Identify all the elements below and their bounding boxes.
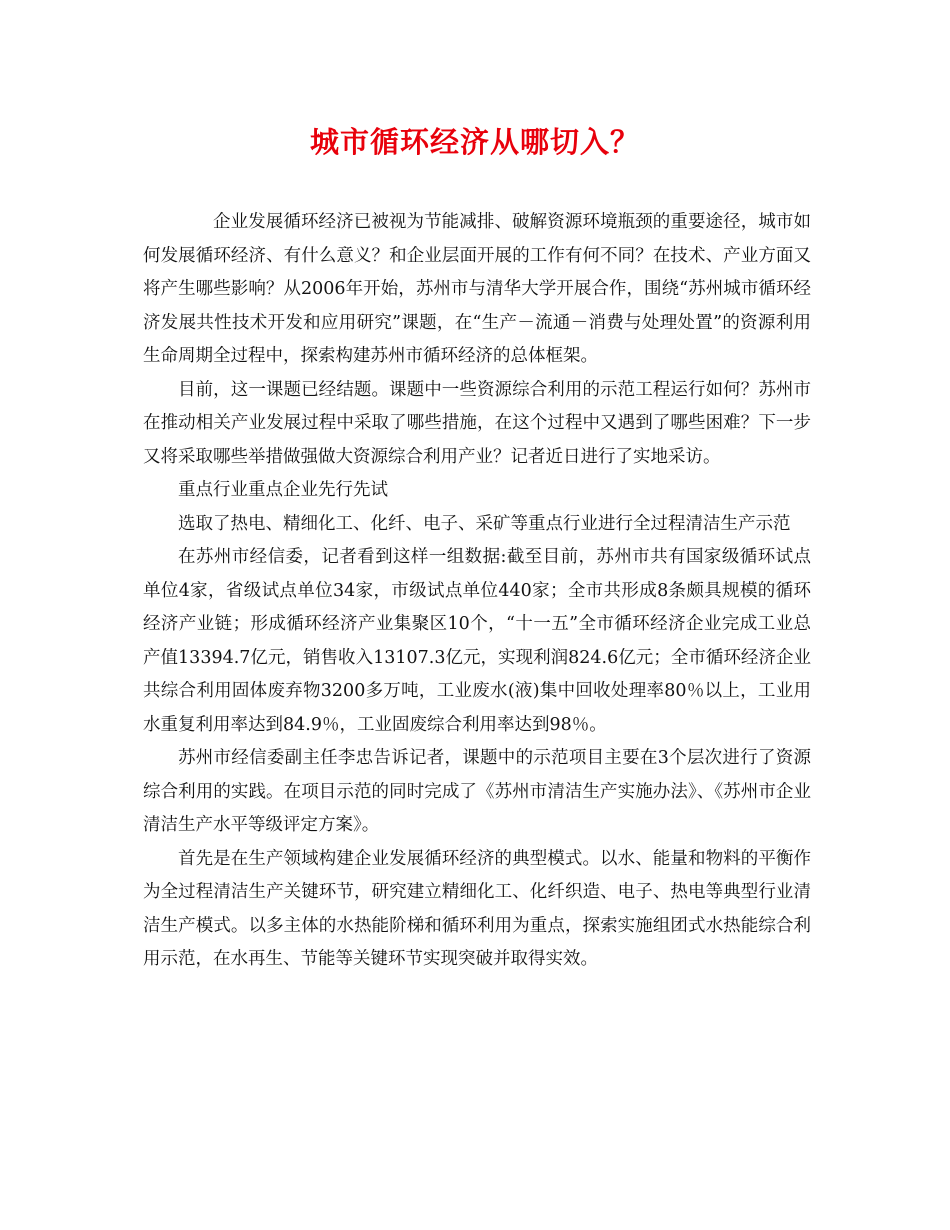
section-heading: 重点行业重点企业先行先试 [178,480,388,500]
document-body [143,206,811,977]
paragraph-interview: 苏州市经信委副主任李忠告诉记者，课题中的示范项目主要在3个层次进行了资源综合利用的实践。在项目示范的同时完成了《苏州市清洁生产实施办法》、《苏州市企业清洁生产水平等级评定方案》。 [143,748,811,835]
paragraph-status: 目前，这一课题已经结题。课题中一些资源综合利用的示范工程运行如何？苏州市在推动相关产业发展过程中采取了哪些措施，在这个过程中又遇到了哪些困难？下一步又将采取哪些举措做强做大资源综合利用产业？记者近日进行了实地采访。 [143,379,811,467]
paragraph-intro: 企业发展循环经济已被视为节能减排、破解资源环境瓶颈的重要途径，城市如何发展循环经济、有什么意义？和企业层面开展的工作有何不同？在技术、产业方面又将产生哪些影响？从2006年开始，苏州市与清华大学开展合作，围绕“苏州城市循环经济发展共性技术开发和应用研究”课题，在“生产－流通－消费与处理处置”的资源利用生命周期全过程中，探索构建苏州市循环经济的总体框架。 [143,212,811,366]
document-title: 城市循环经济从哪切入？ [309,125,640,159]
paragraph-statistics: 在苏州市经信委，记者看到这样一组数据:截至目前，苏州市共有国家级循环试点单位4家，省级试点单位34家，市级试点单位440家；全市共形成8条颇具规模的循环经济产业链；形成循环经济产业集聚区10个，“十一五”全市循环经济企业完成工业总产值13394.7亿元，销售收入13107.3亿元，实现利润824.6亿元；全市循环经济企业共综合利用固体废弃物3200多万吨，工业废水(液)集中回收处理率80％以上，工业用水重复利用率达到84.9％，工业固废综合利用率达到98％。 [143,547,811,735]
section-subheading: 选取了热电、精细化工、化纤、电子、采矿等重点行业进行全过程清洁生产示范 [178,513,791,534]
paragraph-production: 首先是在生产领域构建企业发展循环经济的典型模式。以水、能量和物料的平衡作为全过程清洁生产关键环节，研究建立精细化工、化纤织造、电子、热电等典型行业清洁生产模式。以多主体的水热能阶梯和循环利用为重点，探索实施组团式水热能综合利用示范，在水再生、节能等关键环节实现突破并取得实效。 [143,848,811,969]
